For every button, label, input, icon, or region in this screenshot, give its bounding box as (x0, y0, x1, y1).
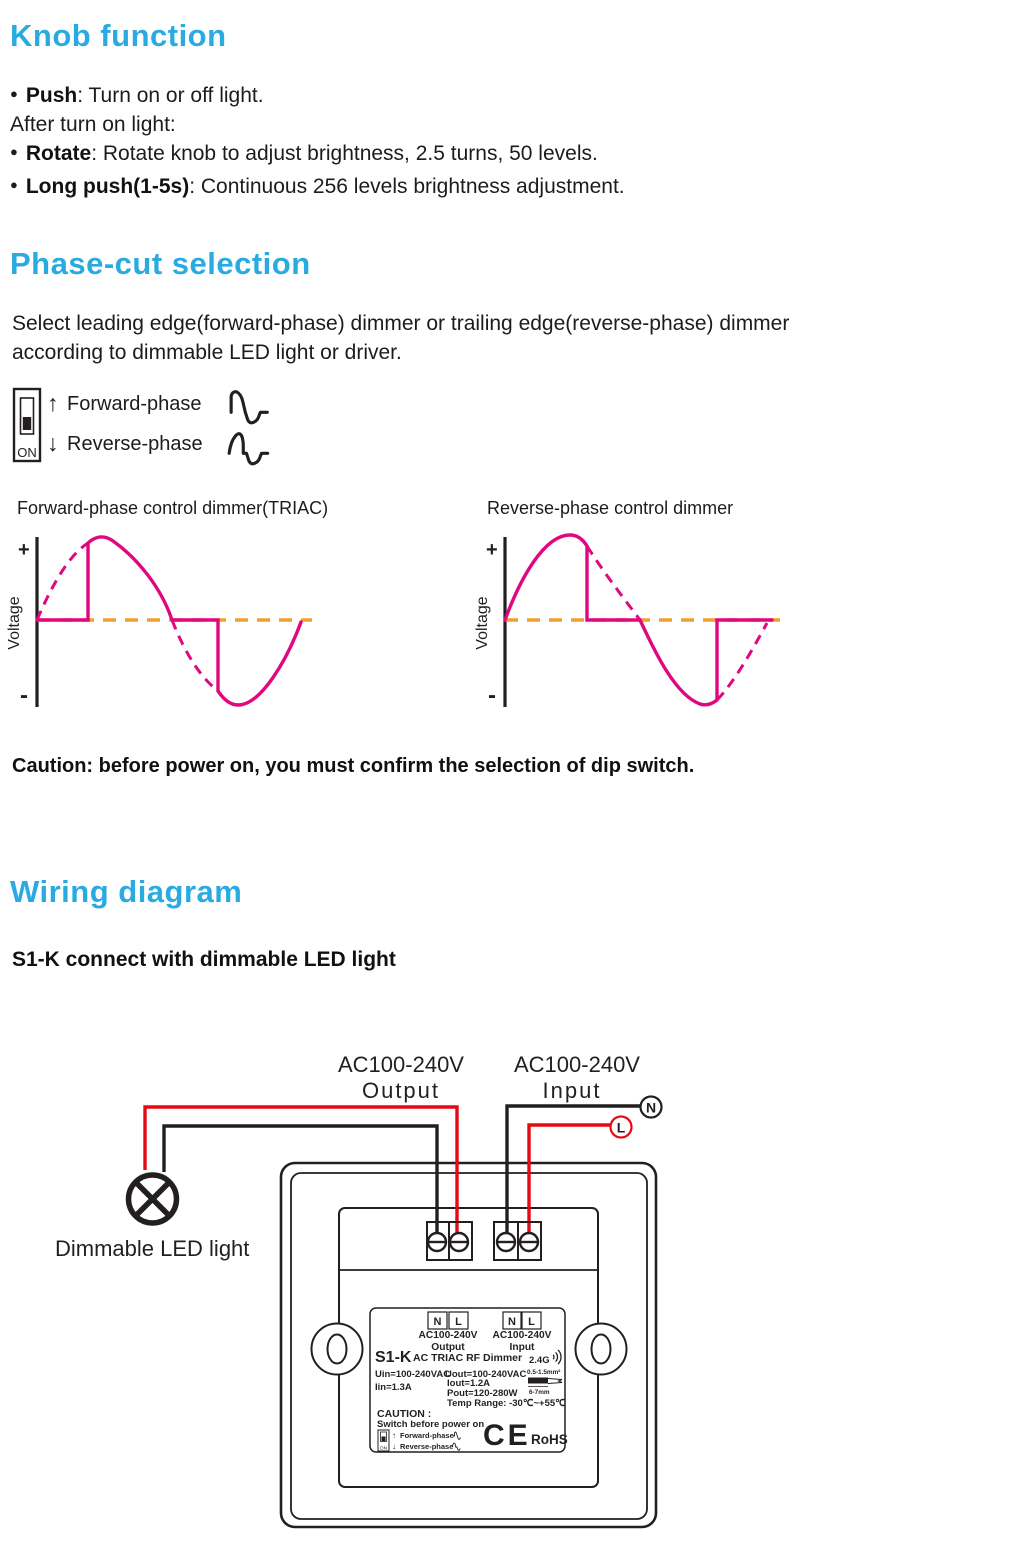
neutral-terminal-label: N (645, 1099, 657, 1116)
mounting-hole-right (576, 1324, 627, 1375)
bullet-icon: ● (10, 144, 18, 159)
live-terminal (611, 1117, 632, 1138)
label-out-cap2: Output (431, 1342, 465, 1353)
push-label: Push (25, 84, 78, 107)
label-iout: Iout=1.2A (447, 1378, 491, 1389)
lamp-icon (129, 1175, 177, 1223)
label-in-cap1: AC100-240V (492, 1330, 552, 1341)
wiring-diagram-heading: Wiring diagram (10, 874, 243, 909)
mounting-hole-left (312, 1324, 363, 1375)
label-rf: 2.4G (529, 1355, 550, 1366)
label-model: S1-K (375, 1349, 412, 1366)
reverse-phase-chart (470, 523, 800, 723)
y-minus-label: - (20, 682, 28, 709)
label-uin: Uin=100-240VAC (375, 1369, 451, 1380)
label-n1: N (433, 1316, 442, 1328)
mini-up-arrow-icon: ↑ (392, 1431, 396, 1440)
wiring-diagram (0, 1040, 1016, 1550)
forward-phase-chart (4, 523, 324, 723)
dip-switch-icon (12, 387, 44, 465)
mini-reverse-label: Reverse-phase (400, 1442, 454, 1451)
leading-edge-waveform-icon (228, 387, 272, 425)
reverse-phase-label: Reverse-phase (67, 433, 203, 455)
label-l1: L (455, 1316, 462, 1328)
knob-item-push (10, 84, 264, 108)
label-iin: Iin=1.3A (375, 1382, 412, 1393)
mini-dip-on: ON (379, 1446, 388, 1452)
forward-phase-label: Forward-phase (67, 393, 202, 415)
label-model-desc: AC TRIAC RF Dimmer (413, 1352, 523, 1364)
live-terminal-label: L (616, 1119, 626, 1136)
label-in-cap2: Input (509, 1342, 535, 1353)
label-wire-gauge: 0.5-1.5mm² (527, 1369, 561, 1376)
knob-function-heading: Knob function (10, 18, 227, 53)
output-voltage-label: AC100-240V (338, 1052, 464, 1077)
after-text: After turn on light: (10, 113, 176, 136)
knob-item-after (10, 113, 176, 137)
y-plus-label: + (18, 539, 30, 561)
phase-desc-line2: according to dimmable LED light or driver. (12, 341, 402, 364)
up-arrow-icon: ↑ (47, 390, 59, 416)
mini-dip-switch-icon (378, 1430, 389, 1452)
input-label: Input (542, 1078, 602, 1103)
y-plus-label: + (486, 539, 498, 561)
y-axis-label: Voltage (6, 596, 23, 650)
y-axis-label: Voltage (474, 596, 491, 650)
knob-item-rotate (10, 142, 598, 166)
rohs-mark: RoHS (531, 1432, 568, 1447)
knob-item-longpush (10, 175, 625, 199)
cut-portion-dashed (587, 546, 767, 700)
dip-on-label: ON (17, 445, 37, 460)
lamp-label: Dimmable LED light (55, 1236, 250, 1261)
longpush-label: Long push(1-5s) (25, 175, 190, 198)
label-caution-body: Switch before power on (377, 1419, 485, 1430)
label-strip-length: 6-7mm (529, 1389, 550, 1396)
rotate-label: Rotate (25, 142, 92, 165)
bullet-icon: ● (10, 177, 18, 192)
bullet-icon: ● (10, 86, 18, 101)
reverse-chart-title: Reverse-phase control dimmer (487, 498, 734, 518)
label-uout: Uout=100-240VAC (445, 1369, 527, 1380)
input-voltage-label: AC100-240V (514, 1052, 640, 1077)
wiring-subtitle: S1-K connect with dimmable LED light (12, 948, 396, 971)
phase-desc-line1: Select leading edge(forward-phase) dimmer or trailing edge(reverse-phase) dimmer (12, 312, 790, 335)
label-out-cap1: AC100-240V (418, 1330, 478, 1341)
phase-cut-heading: Phase-cut selection (10, 246, 311, 281)
product-label (370, 1308, 568, 1452)
longpush-text: : Continuous 256 levels brightness adjustment. (189, 175, 625, 198)
output-label: Output (361, 1078, 441, 1103)
neutral-terminal (641, 1097, 662, 1118)
label-n2: N (508, 1316, 516, 1328)
label-temp: Temp Range: -30℃~+55℃ (447, 1398, 566, 1409)
y-minus-label: - (488, 682, 496, 709)
mini-down-arrow-icon: ↓ (392, 1442, 396, 1451)
label-pout: Pout=120-280W (447, 1388, 518, 1399)
trailing-edge-waveform-icon (226, 428, 270, 466)
mini-forward-label: Forward-phase (400, 1431, 454, 1440)
cut-portion-dashed (37, 543, 218, 691)
push-text: : Turn on or off light. (77, 84, 264, 107)
ce-mark: CE (483, 1419, 531, 1452)
label-caution-head: CAUTION : (377, 1408, 432, 1420)
label-l2: L (528, 1316, 535, 1328)
rotate-text: : Rotate knob to adjust brightness, 2.5 turns, 50 levels. (91, 142, 598, 165)
forward-chart-title: Forward-phase control dimmer(TRIAC) (17, 498, 329, 518)
caution-text: Caution: before power on, you must confirm the selection of dip switch. (12, 755, 695, 777)
down-arrow-icon: ↓ (47, 430, 59, 456)
